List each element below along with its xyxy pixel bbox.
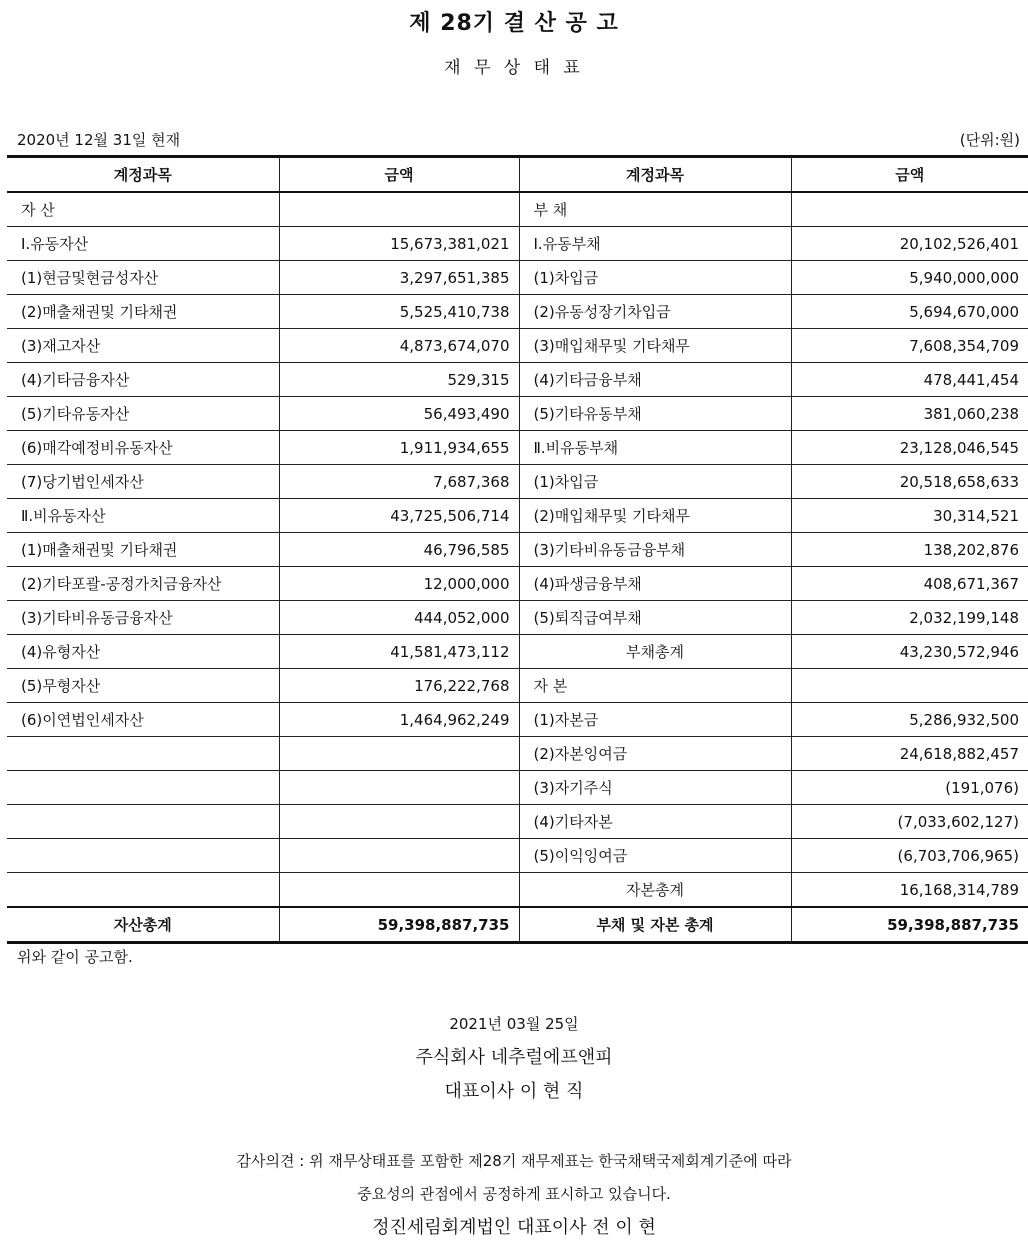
asset-account-label: (6)이연법인세자산 — [7, 703, 279, 737]
liability-equity-account-label: (1)차입금 — [519, 261, 791, 295]
table-row — [7, 397, 1028, 431]
asset-amount: 176,222,768 — [279, 669, 519, 703]
asset-account-label: (5)무형자산 — [7, 669, 279, 703]
asset-account-label — [7, 839, 279, 873]
liability-equity-amount: 478,441,454 — [791, 363, 1028, 397]
asset-amount — [279, 805, 519, 839]
asset-account-label: (7)당기법인세자산 — [7, 465, 279, 499]
liability-equity-amount: (6,703,706,965) — [791, 839, 1028, 873]
header-account-right: 계정과목 — [519, 157, 791, 193]
liability-equity-account-label: (1)차입금 — [519, 465, 791, 499]
liability-equity-amount: 408,671,367 — [791, 567, 1028, 601]
total-assets-value: 59,398,887,735 — [279, 907, 519, 943]
table-header-row — [7, 157, 1028, 193]
report-date: 2020년 12월 31일 현재 — [17, 131, 181, 149]
asset-account-label: (5)기타유동자산 — [7, 397, 279, 431]
header-account-left: 계정과목 — [7, 157, 279, 193]
liability-equity-amount: 30,314,521 — [791, 499, 1028, 533]
liability-equity-account-label: 부채총계 — [519, 635, 791, 669]
page-title: 제 28기 결 산 공 고 — [409, 11, 619, 36]
asset-account-label — [7, 737, 279, 771]
table-row — [7, 601, 1028, 635]
asset-amount — [279, 839, 519, 873]
liability-equity-account-label: (3)자기주식 — [519, 771, 791, 805]
liability-equity-amount: 138,202,876 — [791, 533, 1028, 567]
asset-amount: 1,911,934,655 — [279, 431, 519, 465]
table-row — [7, 261, 1028, 295]
liability-equity-amount: 5,286,932,500 — [791, 703, 1028, 737]
balance-sheet-table — [7, 155, 1028, 944]
liability-equity-amount: 24,618,882,457 — [791, 737, 1028, 771]
table-row — [7, 771, 1028, 805]
liability-equity-account-label: 자 본 — [519, 669, 791, 703]
liability-equity-amount: 16,168,314,789 — [791, 873, 1028, 908]
asset-amount: 15,673,381,021 — [279, 227, 519, 261]
asset-amount — [279, 771, 519, 805]
company-name: 주식회사 네추럴에프앤피 — [415, 1047, 613, 1068]
asset-amount: 5,525,410,738 — [279, 295, 519, 329]
liability-equity-amount: 43,230,572,946 — [791, 635, 1028, 669]
liability-equity-amount: 2,032,199,148 — [791, 601, 1028, 635]
liability-equity-account-label: (2)유동성장기차입금 — [519, 295, 791, 329]
liability-equity-account-label: Ⅱ.비유동부채 — [519, 431, 791, 465]
liability-equity-amount — [791, 669, 1028, 703]
liability-equity-account-label: (4)기타금융부채 — [519, 363, 791, 397]
liability-equity-amount: 5,940,000,000 — [791, 261, 1028, 295]
asset-amount: 56,493,490 — [279, 397, 519, 431]
table-row — [7, 431, 1028, 465]
asset-amount — [279, 737, 519, 771]
liability-equity-account-label: (2)자본잉여금 — [519, 737, 791, 771]
liability-equity-amount: 23,128,046,545 — [791, 431, 1028, 465]
liability-equity-account-label: (3)매입채무및 기타채무 — [519, 329, 791, 363]
asset-amount — [279, 873, 519, 908]
asset-account-label: 자 산 — [7, 192, 279, 227]
liability-equity-amount: 381,060,238 — [791, 397, 1028, 431]
asset-amount: 41,581,473,112 — [279, 635, 519, 669]
ceo-name: 대표이사 이 현 직 — [444, 1081, 584, 1102]
total-liabilities-equity-label: 부채 및 자본 총계 — [519, 907, 791, 943]
asset-amount: 4,873,674,070 — [279, 329, 519, 363]
publication-date: 2021년 03월 25일 — [449, 1015, 579, 1033]
table-row — [7, 703, 1028, 737]
table-row — [7, 499, 1028, 533]
liability-equity-account-label: 자본총계 — [519, 873, 791, 908]
liability-equity-account-label: (2)매입채무및 기타채무 — [519, 499, 791, 533]
liability-equity-amount: 20,102,526,401 — [791, 227, 1028, 261]
table-row — [7, 465, 1028, 499]
table-row — [7, 533, 1028, 567]
audit-opinion-line-1: 감사의견 : 위 재무상태표를 포함한 제28기 재무제표는 한국채택국제회계기준에 따라 — [236, 1152, 792, 1170]
table-row — [7, 669, 1028, 703]
asset-account-label: (1)매출채권및 기타채권 — [7, 533, 279, 567]
table-row — [7, 227, 1028, 261]
asset-account-label: Ⅱ.비유동자산 — [7, 499, 279, 533]
liability-equity-account-label: (5)이익잉여금 — [519, 839, 791, 873]
liability-equity-account-label: (3)기타비유동금융부채 — [519, 533, 791, 567]
liability-equity-account-label: (4)파생금융부채 — [519, 567, 791, 601]
table-row — [7, 363, 1028, 397]
liability-equity-account-label: (5)퇴직급여부채 — [519, 601, 791, 635]
table-row — [7, 567, 1028, 601]
auditor-name: 정진세림회계법인 대표이사 전 이 현 — [372, 1217, 656, 1238]
liability-equity-amount: 7,608,354,709 — [791, 329, 1028, 363]
liability-equity-account-label: 부 채 — [519, 192, 791, 227]
table-row — [7, 295, 1028, 329]
asset-account-label — [7, 771, 279, 805]
asset-amount: 43,725,506,714 — [279, 499, 519, 533]
header-amount-right: 금액 — [791, 157, 1028, 193]
liability-equity-account-label: Ⅰ.유동부채 — [519, 227, 791, 261]
liability-equity-account-label: (1)자본금 — [519, 703, 791, 737]
table-row — [7, 329, 1028, 363]
asset-account-label: (3)기타비유동금융자산 — [7, 601, 279, 635]
asset-amount: 3,297,651,385 — [279, 261, 519, 295]
liability-equity-amount — [791, 192, 1028, 227]
liability-equity-account-label: (5)기타유동부채 — [519, 397, 791, 431]
asset-account-label — [7, 805, 279, 839]
asset-account-label: (3)재고자산 — [7, 329, 279, 363]
liability-equity-amount: 20,518,658,633 — [791, 465, 1028, 499]
asset-account-label: (2)기타포괄-공정가치금융자산 — [7, 567, 279, 601]
asset-account-label: (6)매각예정비유동자산 — [7, 431, 279, 465]
asset-amount: 1,464,962,249 — [279, 703, 519, 737]
liability-equity-amount: 5,694,670,000 — [791, 295, 1028, 329]
asset-account-label: (4)기타금융자산 — [7, 363, 279, 397]
total-assets-label: 자산총계 — [7, 907, 279, 943]
announcement-note: 위와 같이 공고함. — [17, 948, 133, 966]
unit-label: (단위:원) — [959, 131, 1020, 149]
asset-account-label: Ⅰ.유동자산 — [7, 227, 279, 261]
audit-opinion-line-2: 중요성의 관점에서 공정하게 표시하고 있습니다. — [357, 1185, 671, 1203]
page-subtitle: 재 무 상 태 표 — [444, 58, 584, 78]
total-liabilities-equity-value: 59,398,887,735 — [791, 907, 1028, 943]
asset-amount — [279, 192, 519, 227]
table-row — [7, 192, 1028, 227]
liability-equity-amount: (7,033,602,127) — [791, 805, 1028, 839]
totals-row — [7, 907, 1028, 943]
asset-amount: 7,687,368 — [279, 465, 519, 499]
asset-account-label: (1)현금및현금성자산 — [7, 261, 279, 295]
liability-equity-account-label: (4)기타자본 — [519, 805, 791, 839]
liability-equity-amount: (191,076) — [791, 771, 1028, 805]
asset-account-label: (2)매출채권및 기타채권 — [7, 295, 279, 329]
table-row — [7, 635, 1028, 669]
asset-account-label: (4)유형자산 — [7, 635, 279, 669]
table-row — [7, 873, 1028, 908]
header-amount-left: 금액 — [279, 157, 519, 193]
asset-amount: 444,052,000 — [279, 601, 519, 635]
asset-amount: 529,315 — [279, 363, 519, 397]
table-row — [7, 737, 1028, 771]
asset-amount: 46,796,585 — [279, 533, 519, 567]
table-row — [7, 839, 1028, 873]
table-row — [7, 805, 1028, 839]
asset-account-label — [7, 873, 279, 908]
asset-amount: 12,000,000 — [279, 567, 519, 601]
